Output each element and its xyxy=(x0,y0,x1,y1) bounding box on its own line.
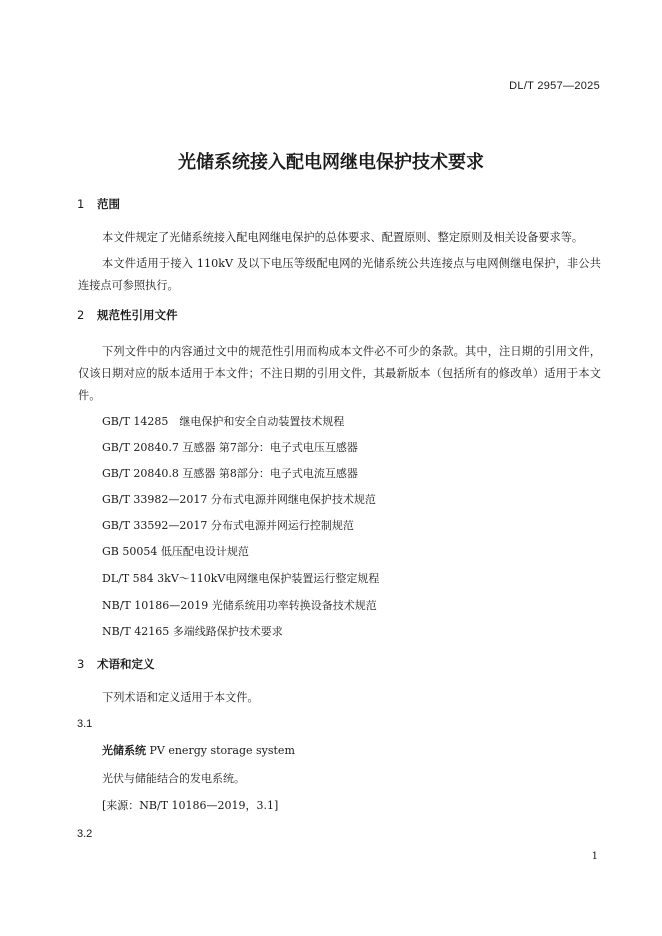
term-number: 3.2 xyxy=(77,828,93,840)
section-2-intro: 下列文件中的内容通过文中的规范性引用而构成本文件必不可少的条款。其中，注日期的引用文件，仅该日期对应的版本适用于本文件；不注日期的引用文件，其最新版本（包括所有的修改单）适用于本文件。 xyxy=(78,345,601,402)
reference-item: GB/T 33592—2017 分布式电源并网运行控制规范 xyxy=(102,519,354,532)
section-title: 规范性引用文件 xyxy=(97,308,178,322)
section-number: 3 xyxy=(77,657,85,671)
section-3-intro: 下列术语和定义适用于本文件。 xyxy=(102,691,259,704)
reference-item: GB 50054 低压配电设计规范 xyxy=(102,545,249,558)
standard-code: DL/T 2957—2025 xyxy=(509,80,600,92)
reference-item: GB/T 20840.8 互感器 第8部分：电子式电流互感器 xyxy=(102,467,358,480)
section-title: 范围 xyxy=(97,197,120,211)
reference-item: NB/T 10186—2019 光储系统用功率转换设备技术规范 xyxy=(102,599,377,612)
term-definition: 光伏与储能结合的发电系统。 xyxy=(102,772,245,785)
term-chinese: 光储系统 xyxy=(102,744,146,757)
section-3-heading xyxy=(77,656,155,672)
section-2-heading xyxy=(77,307,178,323)
section-1-heading xyxy=(77,196,120,212)
term-source: [来源：NB/T 10186—2019，3.1] xyxy=(102,799,279,812)
page-number: 1 xyxy=(591,851,598,862)
reference-item: NB/T 42165 多端线路保护技术要求 xyxy=(102,625,283,638)
term-entry xyxy=(102,742,295,758)
term-english: PV energy storage system xyxy=(149,744,295,757)
section-title: 术语和定义 xyxy=(97,657,155,671)
section-1-paragraph-2: 本文件适用于接入 110kV 及以下电压等级配电网的光储系统公共连接点与电网侧继电保护，非公共连接点可参照执行。 xyxy=(78,257,601,292)
term-number: 3.1 xyxy=(77,718,93,730)
reference-item: DL/T 584 3kV～110kV电网继电保护装置运行整定规程 xyxy=(102,572,380,585)
reference-item: GB/T 20840.7 互感器 第7部分：电子式电压互感器 xyxy=(102,441,358,454)
section-number: 1 xyxy=(77,197,85,211)
reference-item: GB/T 14285 继电保护和安全自动装置技术规程 xyxy=(102,415,345,428)
section-number: 2 xyxy=(77,308,85,322)
document-title: 光储系统接入配电网继电保护技术要求 xyxy=(178,152,484,173)
section-1-paragraph-1: 本文件规定了光储系统接入配电网继电保护的总体要求、配置原则、整定原则及相关设备要求等。 xyxy=(102,231,584,244)
reference-item: GB/T 33982—2017 分布式电源并网继电保护技术规范 xyxy=(102,493,376,506)
